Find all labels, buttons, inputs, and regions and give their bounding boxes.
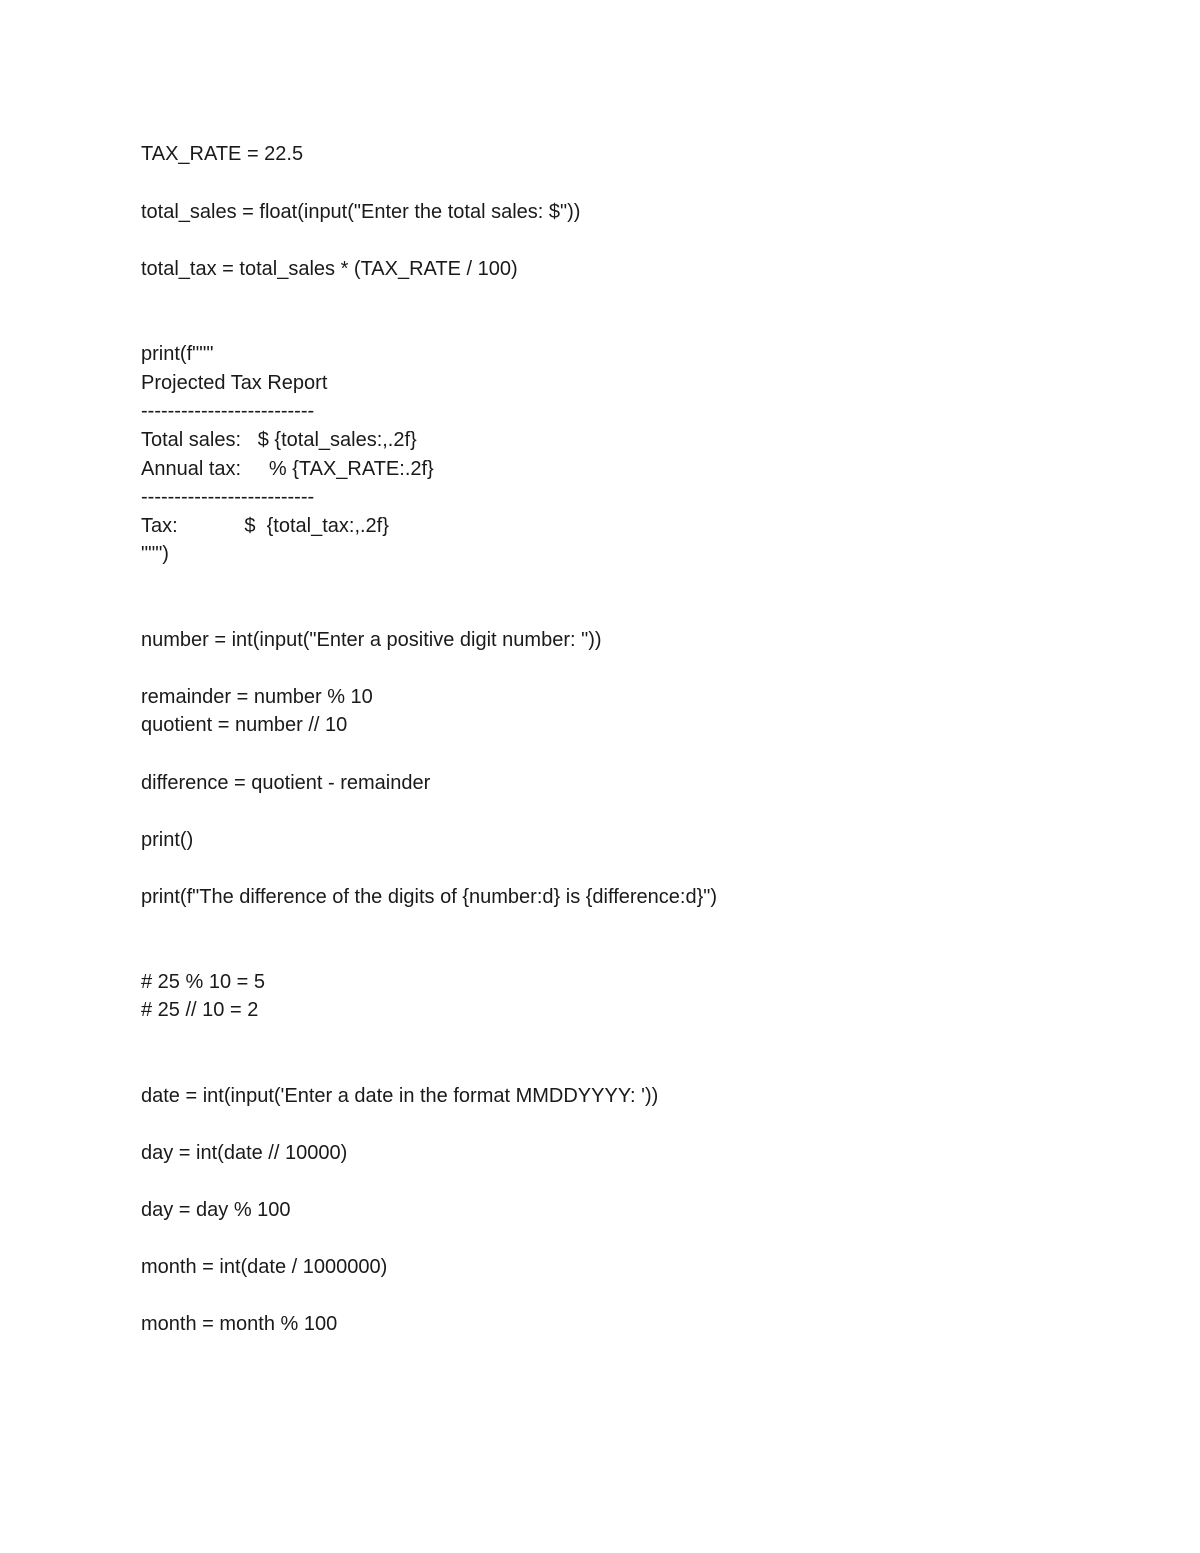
comment-line-floor-division: # 25 // 10 = 2 [141,999,259,1021]
code-line-divider: -------------------------- [141,486,315,508]
code-line-tax-format: Tax: $ {total_tax:,.2f} [141,515,389,537]
code-line-print-open: print(f""" [141,343,214,365]
code-line-total-sales-format: Total sales: $ {total_sales:,.2f} [141,429,417,451]
code-line-total-tax: total_tax = total_sales * (TAX_RATE / 100) [141,258,518,280]
code-line-number-input: number = int(input("Enter a positive digit number: ")) [141,629,602,651]
code-line-month-modulo: month = month % 100 [141,1313,338,1335]
code-line-divider: -------------------------- [141,400,315,422]
code-line-remainder: remainder = number % 10 [141,686,373,708]
code-line-quotient: quotient = number // 10 [141,714,348,736]
code-line-print-empty: print() [141,829,194,851]
code-line-day-divide: day = int(date // 10000) [141,1142,348,1164]
code-line-total-sales-input: total_sales = float(input("Enter the total sales: $")) [141,201,581,223]
code-line-tax-rate: TAX_RATE = 22.5 [141,143,304,165]
code-line-report-title: Projected Tax Report [141,372,328,394]
code-line-date-input: date = int(input('Enter a date in the format MMDDYYYY: ')) [141,1085,659,1107]
code-line-annual-tax-format: Annual tax: % {TAX_RATE:.2f} [141,458,434,480]
comment-line-modulo: # 25 % 10 = 5 [141,971,265,993]
code-line-month-divide: month = int(date / 1000000) [141,1256,388,1278]
code-line-print-close: """) [141,543,169,565]
code-line-day-modulo: day = day % 100 [141,1199,291,1221]
code-line-print-difference: print(f"The difference of the digits of {number:d} is {difference:d}") [141,886,718,908]
code-line-difference: difference = quotient - remainder [141,772,431,794]
